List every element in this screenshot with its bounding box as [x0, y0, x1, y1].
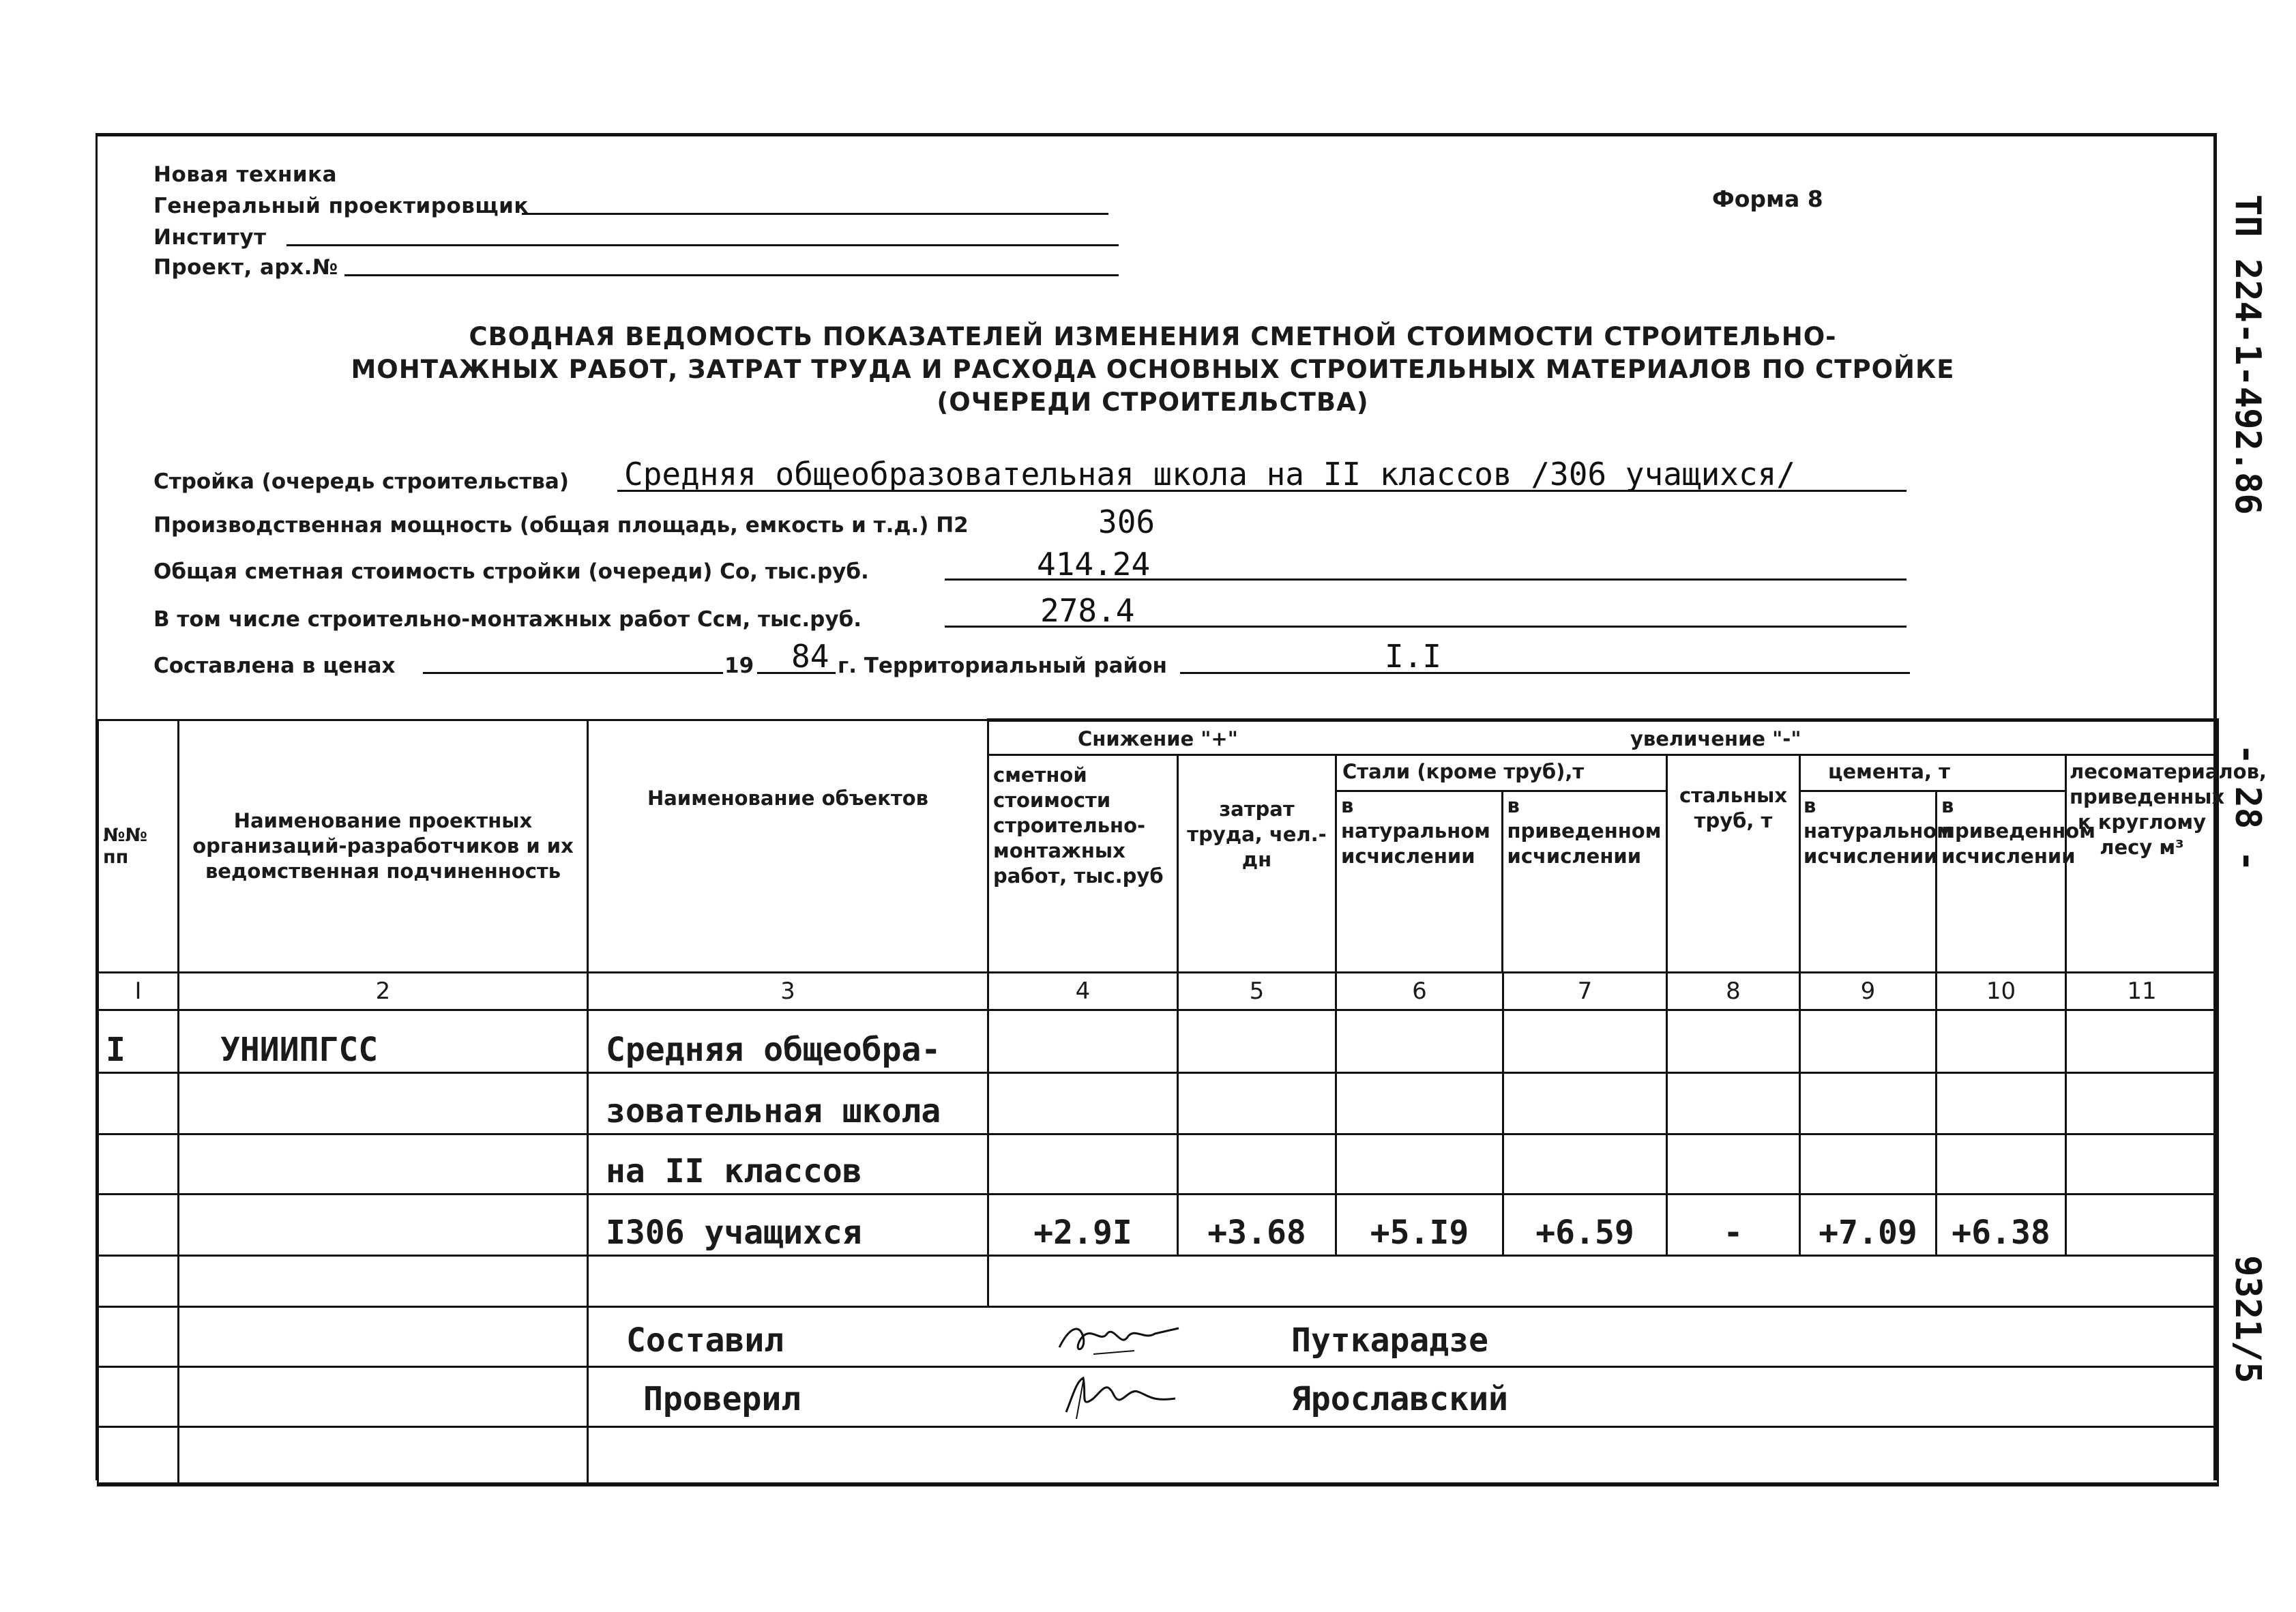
construction-underline [617, 490, 1907, 492]
header-timber-text: лесоматериалов, приведенных к круглому лесу м³ [2070, 760, 2267, 859]
header-pipes-text: стальных труб, т [1679, 784, 1788, 832]
header-change-group [988, 720, 2218, 755]
empty-cell [1800, 1010, 1937, 1073]
col-num-2: 2 [179, 973, 588, 1010]
table-row [98, 1134, 2218, 1195]
empty-cell [1937, 1134, 2066, 1195]
col-num-10: 10 [1937, 973, 2066, 1010]
empty-cell [179, 1195, 588, 1256]
compiled-cell [588, 1307, 2218, 1367]
empty-cell [1800, 1256, 1937, 1307]
signature-row-checked [98, 1367, 2218, 1427]
empty-cell [1503, 1010, 1667, 1073]
value-cement-natural: +7.09 [1800, 1195, 1937, 1256]
side-page-number: - 28 - [2227, 744, 2268, 872]
object-line-2: зовательная школа [588, 1073, 988, 1134]
empty-cell [1937, 1073, 2066, 1134]
value-cost: +2.9I [988, 1195, 1178, 1256]
header-labor [1178, 755, 1336, 973]
column-numbers-row [98, 973, 2218, 1010]
smr-cost-value: 278.4 [1040, 592, 1135, 629]
smr-cost-underline [945, 626, 1907, 628]
header-decrease: Снижение "+" [1078, 727, 1238, 750]
header-cost [988, 755, 1178, 973]
empty-cell [1503, 1073, 1667, 1134]
empty-cell [1937, 1256, 2066, 1307]
region-value: I.I [1385, 638, 1442, 675]
empty-cell [1800, 1073, 1937, 1134]
empty-cell [1336, 1010, 1503, 1073]
value-steel-reduced: +6.59 [1503, 1195, 1667, 1256]
empty-cell [98, 1256, 179, 1307]
empty-cell [988, 1256, 1178, 1307]
header-pipes [1667, 755, 1800, 973]
header-cost-text: сметной стоимости строительно-монтажных работ, тыс.руб [993, 763, 1164, 888]
col-num-5: 5 [1178, 973, 1336, 1010]
header-line-project: Проект, арх.№ [153, 255, 338, 280]
object-line-1: Средняя общеобра- [588, 1010, 988, 1073]
construction-value: Средняя общеобразовательная школа на II классов /306 учащихся/ [624, 456, 1796, 493]
title-line-1: СВОДНАЯ ВЕДОМОСТЬ ПОКАЗАТЕЛЕЙ ИЗМЕНЕНИЯ СМЕТНОЙ СТОИМОСТИ СТРОИТЕЛЬНО- [469, 322, 1837, 351]
year-value: 84 [791, 638, 829, 675]
capacity-label: Производственная мощность (общая площадь, емкость и т.д.) П2 [153, 513, 969, 538]
prices-underline [423, 672, 723, 674]
empty-cell [1667, 1073, 1800, 1134]
signature-row-compiled [98, 1307, 2218, 1367]
empty-cell [179, 1367, 588, 1427]
checked-label: Проверил [643, 1380, 801, 1418]
document-title [286, 321, 2019, 419]
empty-cell [98, 1367, 179, 1427]
construction-label: Стройка (очередь строительства) [153, 469, 569, 494]
col-num-1: I [98, 973, 179, 1010]
object-line-3: на II классов [588, 1134, 988, 1195]
header-steel-natural: в натуральном исчислении [1337, 792, 1503, 971]
col-num-3: 3 [588, 973, 988, 1010]
header-cement-natural: в натуральном исчислении [1801, 792, 1937, 971]
col-num-8: 8 [1667, 973, 1800, 1010]
col-num-9: 9 [1800, 973, 1937, 1010]
empty-cell [1336, 1134, 1503, 1195]
empty-cell [2066, 1256, 2218, 1307]
header-line-institute: Институт [153, 225, 267, 250]
header-increase: увеличение "-" [1630, 727, 1801, 750]
compiled-signature [1053, 1313, 1182, 1364]
empty-cell [2066, 1073, 2218, 1134]
header-underline-1 [522, 213, 1108, 215]
empty-cell [179, 1256, 588, 1307]
empty-cell [988, 1073, 1178, 1134]
empty-cell [1667, 1256, 1800, 1307]
row-number: I [98, 1010, 179, 1073]
compiled-label: Составил [626, 1321, 784, 1360]
table-row [98, 1073, 2218, 1134]
header-obj [588, 720, 988, 973]
title-line-3: (ОЧЕРЕДИ СТРОИТЕЛЬСТВА) [937, 387, 1369, 417]
col-num-7: 7 [1503, 973, 1667, 1010]
year-underline [757, 672, 836, 674]
empty-cell [1178, 1256, 1336, 1307]
checked-signature [1056, 1368, 1179, 1422]
header-line-general-designer: Генеральный проектировщик [153, 194, 529, 218]
empty-cell [1336, 1256, 1503, 1307]
header-obj-text: Наименование объектов [647, 787, 928, 810]
empty-cell [179, 1427, 588, 1484]
header-line-new-tech: Новая техника [153, 162, 338, 187]
value-timber [2066, 1195, 2218, 1256]
empty-cell [179, 1307, 588, 1367]
object-line-4: I306 учащихся [588, 1195, 988, 1256]
empty-cell [1800, 1134, 1937, 1195]
value-pipes: - [1667, 1195, 1800, 1256]
header-cement: цемента, т [1801, 756, 2065, 792]
header-steel-group [1336, 755, 1667, 973]
capacity-value: 306 [1098, 503, 1156, 540]
prices-label: Составлена в ценах [153, 654, 396, 678]
year-prefix: 19 [724, 654, 754, 678]
col-num-11: 11 [2066, 973, 2218, 1010]
empty-cell [98, 1307, 179, 1367]
header-org [179, 720, 588, 973]
header-underline-2 [286, 244, 1119, 246]
region-underline [1180, 672, 1910, 674]
form-number: Форма 8 [1712, 186, 1823, 212]
table-row [98, 1256, 2218, 1307]
total-cost-underline [945, 578, 1907, 581]
empty-cell [179, 1073, 588, 1134]
header-steel: Стали (кроме труб),т [1337, 756, 1666, 792]
total-cost-value: 414.24 [1037, 546, 1151, 583]
table-row [98, 1195, 2218, 1256]
table-row [98, 1427, 2218, 1484]
side-doc-code: ТП 224-1-492.86 [2227, 194, 2268, 515]
header-underline-3 [344, 274, 1119, 276]
header-labor-text: затрат труда, чел.-дн [1187, 797, 1327, 871]
value-steel-natural: +5.I9 [1336, 1195, 1503, 1256]
empty-cell [98, 1073, 179, 1134]
org-name: УНИИПГСС [179, 1010, 588, 1073]
table-row [98, 1010, 2218, 1073]
empty-cell [1503, 1134, 1667, 1195]
empty-cell [1178, 1010, 1336, 1073]
region-label: г. Территориальный район [838, 654, 1167, 678]
empty-cell [98, 1134, 179, 1195]
empty-cell [988, 1134, 1178, 1195]
checked-cell [588, 1367, 2218, 1427]
value-labor: +3.68 [1178, 1195, 1336, 1256]
empty-cell [179, 1134, 588, 1195]
value-cement-reduced: +6.38 [1937, 1195, 2066, 1256]
empty-cell [1503, 1256, 1667, 1307]
empty-cell [98, 1195, 179, 1256]
empty-cell [988, 1010, 1178, 1073]
empty-cell [588, 1427, 2218, 1484]
empty-cell [2066, 1134, 2218, 1195]
empty-cell [588, 1256, 988, 1307]
empty-cell [1178, 1134, 1336, 1195]
checked-name: Ярославский [1291, 1380, 1508, 1418]
empty-cell [2066, 1010, 2218, 1073]
total-cost-label: Общая сметная стоимость стройки (очереди) Со, тыс.руб. [153, 559, 869, 584]
header-steel-reduced: в приведенном исчислении [1507, 794, 1662, 868]
header-cement-group [1800, 755, 2095, 973]
empty-cell [1336, 1073, 1503, 1134]
header-num [98, 720, 179, 973]
smr-cost-label: В том числе строительно-монтажных работ Ссм, тыс.руб. [153, 607, 862, 632]
side-sheet-number: 9321/5 [2227, 1255, 2268, 1383]
empty-cell [1937, 1010, 2066, 1073]
header-org-text: Наименование проектных организаций-разработчиков и их ведомственная подчиненность [192, 809, 574, 883]
col-num-4: 4 [988, 973, 1178, 1010]
empty-cell [1178, 1073, 1336, 1134]
compiled-name: Путкарадзе [1291, 1321, 1488, 1360]
header-cement-reduced: в приведенном исчислении [1941, 794, 2095, 868]
header-num-text: №№ пп [103, 824, 147, 868]
empty-cell [98, 1427, 179, 1484]
empty-cell [1667, 1010, 1800, 1073]
empty-cell [1667, 1134, 1800, 1195]
col-num-6: 6 [1336, 973, 1503, 1010]
title-line-2: МОНТАЖНЫХ РАБОТ, ЗАТРАТ ТРУДА И РАСХОДА ОСНОВНЫХ СТРОИТЕЛЬНЫХ МАТЕРИАЛОВ ПО СТРОЙКЕ [351, 355, 1955, 384]
